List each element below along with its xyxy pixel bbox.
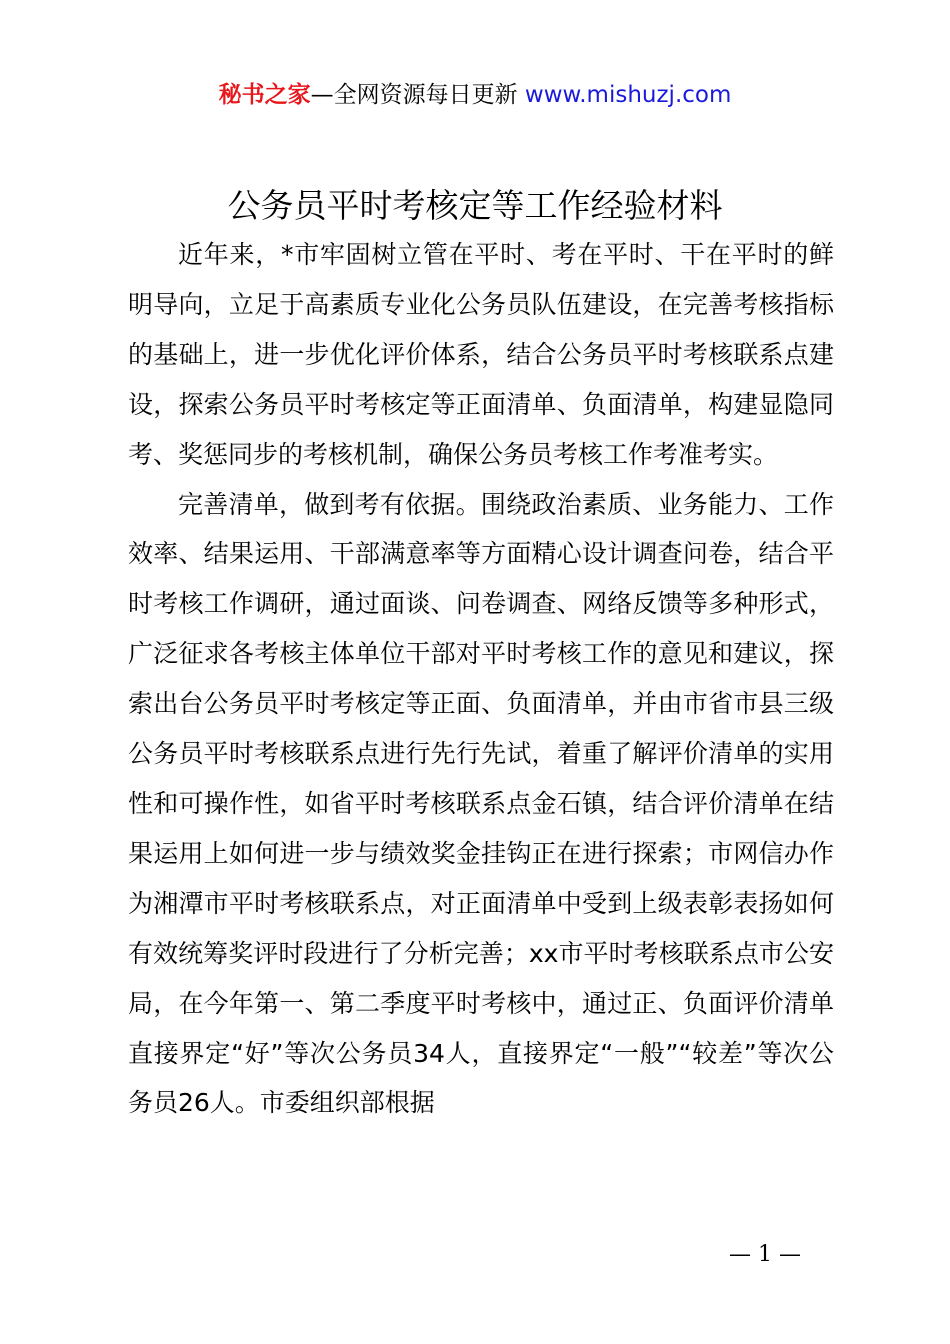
- paragraph-1: 近年来，*市牢固树立管在平时、考在平时、干在平时的鲜明导向，立足于高素质专业化公务员队伍建设，在完善考核指标的基础上，进一步优化评价体系，结合公务员平时考核联系点建设，探索公务员平时考核定等正面清单、负面清单，构建显隐同考、奖惩同步的考核机制，确保公务员考核工作考准考实。: [128, 240, 834, 469]
- header-url-link[interactable]: www.mishuzj.com: [524, 82, 732, 108]
- header-slogan: —全网资源每日更新: [310, 82, 525, 108]
- document-title: 公务员平时考核定等工作经验材料: [227, 186, 723, 225]
- page-number: — 1 —: [729, 1242, 801, 1267]
- brand-name: 秘书之家: [218, 82, 311, 108]
- paragraph-2: 完善清单，做到考有依据。围绕政治素质、业务能力、工作效率、结果运用、干部满意率等方面精心设计调查问卷，结合平时考核工作调研，通过面谈、问卷调查、网络反馈等多种形式，广泛征求各考核主体单位干部对平时考核工作的意见和建议，探索出台公务员平时考核定等正面、负面清单，并由市省市县三级公务员平时考核联系点进行先行先试，着重了解评价清单的实用性和可操作性，如省平时考核联系点金石镇，结合评价清单在结果运用上如何进一步与绩效奖金挂钩正在进行探索；市网信办作为湘潭市平时考核联系点，对正面清单中受到上级表彰表扬如何有效统筹奖评时段进行了分析完善；xx市平时考核联系点市公安局，在今年第一、第二季度平时考核中，通过正、负面评价清单直接界定“好”等次公务员34人，直接界定“一般”“较差”等次公务员26人。市委组织部根据: [128, 489, 834, 1118]
- site-header: [0, 78, 950, 112]
- document-body: [128, 230, 834, 1128]
